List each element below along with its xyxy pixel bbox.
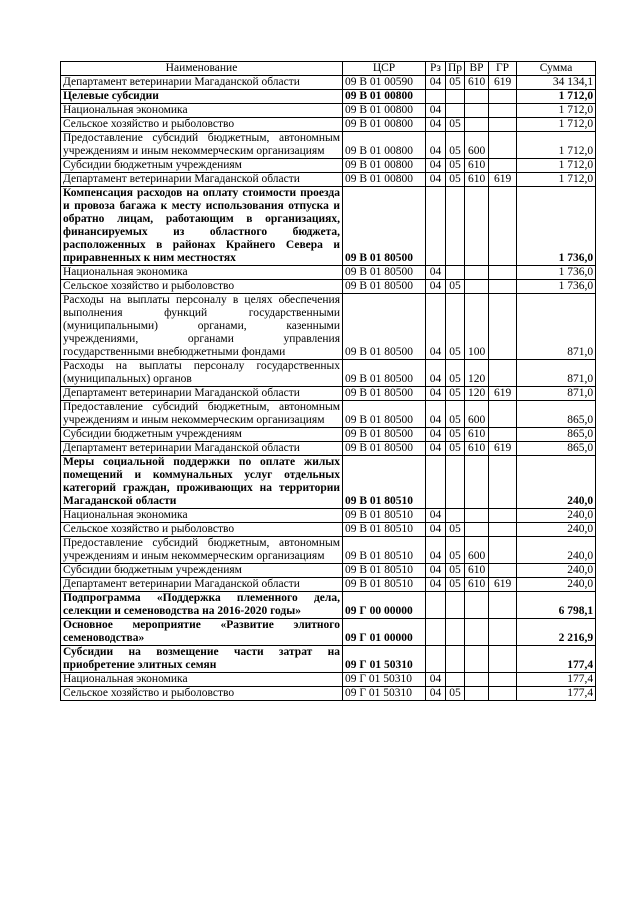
cell-vr bbox=[465, 592, 489, 619]
cell-csr: 09 В 01 80500 bbox=[343, 294, 426, 360]
cell-rz bbox=[426, 646, 446, 673]
table-row bbox=[61, 687, 596, 701]
cell-rz: 04 bbox=[426, 578, 446, 592]
table-body bbox=[61, 76, 596, 701]
header-name: Наименование bbox=[61, 62, 343, 76]
cell-pr bbox=[446, 266, 465, 280]
cell-gr bbox=[489, 537, 517, 564]
cell-gr bbox=[489, 187, 517, 266]
cell-rz bbox=[426, 187, 446, 266]
cell-name: Субсидии бюджетным учреждениям bbox=[61, 428, 343, 442]
cell-pr: 05 bbox=[446, 132, 465, 159]
table-row bbox=[61, 401, 596, 428]
cell-vr bbox=[465, 280, 489, 294]
cell-name: Субсидии бюджетным учреждениям bbox=[61, 564, 343, 578]
cell-sum: 177,4 bbox=[517, 687, 596, 701]
cell-sum: 865,0 bbox=[517, 428, 596, 442]
cell-pr: 05 bbox=[446, 578, 465, 592]
cell-pr: 05 bbox=[446, 687, 465, 701]
cell-vr bbox=[465, 90, 489, 104]
cell-csr: 09 Г 01 50310 bbox=[343, 673, 426, 687]
cell-csr: 09 В 01 80500 bbox=[343, 187, 426, 266]
cell-sum: 1 712,0 bbox=[517, 104, 596, 118]
cell-gr: 619 bbox=[489, 387, 517, 401]
cell-vr bbox=[465, 619, 489, 646]
cell-rz: 04 bbox=[426, 509, 446, 523]
cell-csr: 09 В 01 00800 bbox=[343, 90, 426, 104]
cell-gr bbox=[489, 673, 517, 687]
cell-sum: 240,0 bbox=[517, 456, 596, 509]
cell-name: Сельское хозяйство и рыболовство bbox=[61, 280, 343, 294]
cell-pr: 05 bbox=[446, 537, 465, 564]
cell-gr bbox=[489, 564, 517, 578]
cell-gr: 619 bbox=[489, 578, 517, 592]
cell-csr: 09 В 01 00800 bbox=[343, 159, 426, 173]
cell-pr: 05 bbox=[446, 564, 465, 578]
cell-rz: 04 bbox=[426, 159, 446, 173]
table-row bbox=[61, 132, 596, 159]
cell-name: Компенсация расходов на оплату стоимости проезда и провоза багажа к месту использования отпуска и обратно лицам, работающим в организациях, финансируемых из областного бюджета, расположенных в районах Крайнего Севера и приравненных к ним местностях bbox=[61, 187, 343, 266]
header-csr: ЦСР bbox=[343, 62, 426, 76]
cell-name: Предоставление субсидий бюджетным, автономным учреждениям и иным некоммерческим организациям bbox=[61, 401, 343, 428]
cell-pr: 05 bbox=[446, 294, 465, 360]
cell-vr: 600 bbox=[465, 132, 489, 159]
cell-name: Национальная экономика bbox=[61, 104, 343, 118]
cell-rz: 04 bbox=[426, 673, 446, 687]
cell-gr bbox=[489, 159, 517, 173]
cell-vr: 120 bbox=[465, 360, 489, 387]
cell-pr: 05 bbox=[446, 118, 465, 132]
cell-pr: 05 bbox=[446, 360, 465, 387]
cell-name: Субсидии на возмещение части затрат на приобретение элитных семян bbox=[61, 646, 343, 673]
cell-sum: 1 712,0 bbox=[517, 132, 596, 159]
cell-gr bbox=[489, 90, 517, 104]
cell-rz bbox=[426, 619, 446, 646]
cell-sum: 1 712,0 bbox=[517, 159, 596, 173]
table-row bbox=[61, 90, 596, 104]
cell-pr bbox=[446, 673, 465, 687]
cell-sum: 865,0 bbox=[517, 442, 596, 456]
table-row bbox=[61, 173, 596, 187]
cell-sum: 2 216,9 bbox=[517, 619, 596, 646]
cell-csr: 09 Г 01 50310 bbox=[343, 687, 426, 701]
cell-name: Департамент ветеринарии Магаданской области bbox=[61, 578, 343, 592]
cell-pr: 05 bbox=[446, 280, 465, 294]
cell-gr bbox=[489, 401, 517, 428]
cell-name: Национальная экономика bbox=[61, 266, 343, 280]
table-row bbox=[61, 76, 596, 90]
cell-csr: 09 В 01 80510 bbox=[343, 564, 426, 578]
cell-vr bbox=[465, 509, 489, 523]
table-row bbox=[61, 564, 596, 578]
cell-sum: 240,0 bbox=[517, 578, 596, 592]
cell-csr: 09 Г 01 00000 bbox=[343, 619, 426, 646]
cell-pr: 05 bbox=[446, 387, 465, 401]
cell-rz: 04 bbox=[426, 294, 446, 360]
cell-sum: 1 736,0 bbox=[517, 187, 596, 266]
table-row bbox=[61, 187, 596, 266]
cell-vr: 610 bbox=[465, 564, 489, 578]
cell-gr bbox=[489, 294, 517, 360]
cell-vr bbox=[465, 266, 489, 280]
table-row bbox=[61, 578, 596, 592]
cell-vr bbox=[465, 456, 489, 509]
cell-name: Меры социальной поддержки по оплате жилых помещений и коммунальных услуг отдельных категорий граждан, проживающих на территории Магаданской области bbox=[61, 456, 343, 509]
cell-sum: 240,0 bbox=[517, 537, 596, 564]
cell-sum: 240,0 bbox=[517, 523, 596, 537]
table-row bbox=[61, 118, 596, 132]
cell-sum: 6 798,1 bbox=[517, 592, 596, 619]
cell-csr: 09 В 01 00800 bbox=[343, 173, 426, 187]
cell-rz: 04 bbox=[426, 104, 446, 118]
cell-gr: 619 bbox=[489, 442, 517, 456]
cell-sum: 1 736,0 bbox=[517, 266, 596, 280]
cell-rz bbox=[426, 456, 446, 509]
header-gr: ГР bbox=[489, 62, 517, 76]
cell-name: Расходы на выплаты персоналу в целях обеспечения выполнения функций государственными (муниципальными) органами, казенными учреждениями, органами управления государственными внебюджетными фондами bbox=[61, 294, 343, 360]
cell-vr: 610 bbox=[465, 76, 489, 90]
cell-csr: 09 Г 01 50310 bbox=[343, 646, 426, 673]
cell-pr bbox=[446, 646, 465, 673]
cell-name: Предоставление субсидий бюджетным, автономным учреждениям и иным некоммерческим организациям bbox=[61, 537, 343, 564]
cell-vr bbox=[465, 646, 489, 673]
table-row bbox=[61, 104, 596, 118]
cell-name: Национальная экономика bbox=[61, 509, 343, 523]
cell-csr: 09 В 01 00590 bbox=[343, 76, 426, 90]
cell-sum: 871,0 bbox=[517, 387, 596, 401]
cell-rz: 04 bbox=[426, 76, 446, 90]
header-vr: ВР bbox=[465, 62, 489, 76]
cell-gr bbox=[489, 360, 517, 387]
cell-csr: 09 В 01 00800 bbox=[343, 118, 426, 132]
cell-csr: 09 В 01 80500 bbox=[343, 442, 426, 456]
cell-vr bbox=[465, 187, 489, 266]
cell-csr: 09 В 01 80510 bbox=[343, 456, 426, 509]
table-row bbox=[61, 280, 596, 294]
cell-gr bbox=[489, 104, 517, 118]
cell-name: Предоставление субсидий бюджетным, автономным учреждениям и иным некоммерческим организациям bbox=[61, 132, 343, 159]
cell-vr bbox=[465, 118, 489, 132]
budget-table bbox=[60, 61, 596, 701]
cell-sum: 177,4 bbox=[517, 673, 596, 687]
cell-pr bbox=[446, 619, 465, 646]
table-row bbox=[61, 592, 596, 619]
cell-vr: 610 bbox=[465, 442, 489, 456]
cell-name: Сельское хозяйство и рыболовство bbox=[61, 687, 343, 701]
cell-gr: 619 bbox=[489, 76, 517, 90]
cell-rz: 04 bbox=[426, 401, 446, 428]
cell-name: Подпрограмма «Поддержка племенного дела, селекции и семеноводства на 2016-2020 годы» bbox=[61, 592, 343, 619]
cell-gr bbox=[489, 646, 517, 673]
cell-csr: 09 В 01 80510 bbox=[343, 578, 426, 592]
cell-pr bbox=[446, 509, 465, 523]
cell-csr: 09 В 01 00800 bbox=[343, 104, 426, 118]
cell-csr: 09 В 01 80510 bbox=[343, 523, 426, 537]
cell-name: Субсидии бюджетным учреждениям bbox=[61, 159, 343, 173]
cell-gr bbox=[489, 280, 517, 294]
cell-pr bbox=[446, 592, 465, 619]
cell-csr: 09 В 01 80500 bbox=[343, 266, 426, 280]
cell-gr bbox=[489, 428, 517, 442]
cell-rz: 04 bbox=[426, 266, 446, 280]
cell-vr bbox=[465, 523, 489, 537]
table-row bbox=[61, 673, 596, 687]
table-row bbox=[61, 509, 596, 523]
cell-vr bbox=[465, 673, 489, 687]
cell-rz: 04 bbox=[426, 564, 446, 578]
cell-vr bbox=[465, 687, 489, 701]
table-row bbox=[61, 456, 596, 509]
cell-rz: 04 bbox=[426, 360, 446, 387]
cell-csr: 09 В 01 80510 bbox=[343, 537, 426, 564]
cell-vr: 600 bbox=[465, 401, 489, 428]
cell-gr bbox=[489, 456, 517, 509]
cell-name: Департамент ветеринарии Магаданской области bbox=[61, 387, 343, 401]
cell-sum: 240,0 bbox=[517, 564, 596, 578]
cell-csr: 09 В 01 80500 bbox=[343, 428, 426, 442]
cell-sum: 1 712,0 bbox=[517, 173, 596, 187]
cell-csr: 09 В 01 80500 bbox=[343, 360, 426, 387]
cell-rz: 04 bbox=[426, 132, 446, 159]
cell-pr: 05 bbox=[446, 523, 465, 537]
cell-sum: 871,0 bbox=[517, 360, 596, 387]
cell-sum: 1 736,0 bbox=[517, 280, 596, 294]
table-row bbox=[61, 646, 596, 673]
table-row bbox=[61, 619, 596, 646]
cell-pr bbox=[446, 104, 465, 118]
cell-name: Сельское хозяйство и рыболовство bbox=[61, 118, 343, 132]
cell-csr: 09 В 01 80500 bbox=[343, 401, 426, 428]
cell-pr bbox=[446, 90, 465, 104]
cell-rz: 04 bbox=[426, 442, 446, 456]
cell-rz: 04 bbox=[426, 428, 446, 442]
cell-name: Сельское хозяйство и рыболовство bbox=[61, 523, 343, 537]
cell-gr bbox=[489, 118, 517, 132]
table-row bbox=[61, 523, 596, 537]
cell-name: Целевые субсидии bbox=[61, 90, 343, 104]
cell-rz: 04 bbox=[426, 687, 446, 701]
cell-rz: 04 bbox=[426, 280, 446, 294]
cell-name: Национальная экономика bbox=[61, 673, 343, 687]
cell-name: Департамент ветеринарии Магаданской области bbox=[61, 76, 343, 90]
cell-sum: 1 712,0 bbox=[517, 90, 596, 104]
cell-gr bbox=[489, 619, 517, 646]
cell-csr: 09 В 01 80510 bbox=[343, 509, 426, 523]
cell-name: Департамент ветеринарии Магаданской области bbox=[61, 442, 343, 456]
cell-gr bbox=[489, 266, 517, 280]
cell-sum: 177,4 bbox=[517, 646, 596, 673]
cell-vr: 100 bbox=[465, 294, 489, 360]
table-row bbox=[61, 442, 596, 456]
cell-sum: 240,0 bbox=[517, 509, 596, 523]
cell-rz bbox=[426, 592, 446, 619]
cell-csr: 09 В 01 80500 bbox=[343, 280, 426, 294]
cell-gr bbox=[489, 523, 517, 537]
cell-pr: 05 bbox=[446, 159, 465, 173]
table-header-row bbox=[61, 62, 596, 76]
cell-csr: 09 В 01 00800 bbox=[343, 132, 426, 159]
cell-vr: 120 bbox=[465, 387, 489, 401]
table-row bbox=[61, 387, 596, 401]
cell-pr: 05 bbox=[446, 442, 465, 456]
header-pr: Пр bbox=[446, 62, 465, 76]
table-row bbox=[61, 159, 596, 173]
cell-rz: 04 bbox=[426, 173, 446, 187]
cell-vr: 610 bbox=[465, 428, 489, 442]
cell-gr bbox=[489, 132, 517, 159]
cell-rz: 04 bbox=[426, 523, 446, 537]
table-row bbox=[61, 294, 596, 360]
cell-rz: 04 bbox=[426, 537, 446, 564]
cell-vr: 610 bbox=[465, 578, 489, 592]
cell-vr: 610 bbox=[465, 173, 489, 187]
cell-pr: 05 bbox=[446, 173, 465, 187]
table-row bbox=[61, 537, 596, 564]
cell-pr: 05 bbox=[446, 401, 465, 428]
cell-gr bbox=[489, 509, 517, 523]
cell-sum: 1 712,0 bbox=[517, 118, 596, 132]
table-row bbox=[61, 428, 596, 442]
cell-name: Основное мероприятие «Развитие элитного семеноводства» bbox=[61, 619, 343, 646]
cell-sum: 865,0 bbox=[517, 401, 596, 428]
cell-pr: 05 bbox=[446, 76, 465, 90]
header-rz: Рз bbox=[426, 62, 446, 76]
header-sum: Сумма bbox=[517, 62, 596, 76]
cell-sum: 34 134,1 bbox=[517, 76, 596, 90]
cell-rz: 04 bbox=[426, 118, 446, 132]
table-row bbox=[61, 360, 596, 387]
cell-pr: 05 bbox=[446, 428, 465, 442]
cell-rz: 04 bbox=[426, 387, 446, 401]
cell-rz bbox=[426, 90, 446, 104]
cell-gr: 619 bbox=[489, 173, 517, 187]
cell-gr bbox=[489, 592, 517, 619]
cell-vr bbox=[465, 104, 489, 118]
cell-name: Расходы на выплаты персоналу государственных (муниципальных) органов bbox=[61, 360, 343, 387]
cell-csr: 09 Г 00 00000 bbox=[343, 592, 426, 619]
cell-gr bbox=[489, 687, 517, 701]
cell-csr: 09 В 01 80500 bbox=[343, 387, 426, 401]
cell-name: Департамент ветеринарии Магаданской области bbox=[61, 173, 343, 187]
cell-vr: 610 bbox=[465, 159, 489, 173]
cell-pr bbox=[446, 187, 465, 266]
cell-sum: 871,0 bbox=[517, 294, 596, 360]
table-row bbox=[61, 266, 596, 280]
cell-vr: 600 bbox=[465, 537, 489, 564]
cell-pr bbox=[446, 456, 465, 509]
